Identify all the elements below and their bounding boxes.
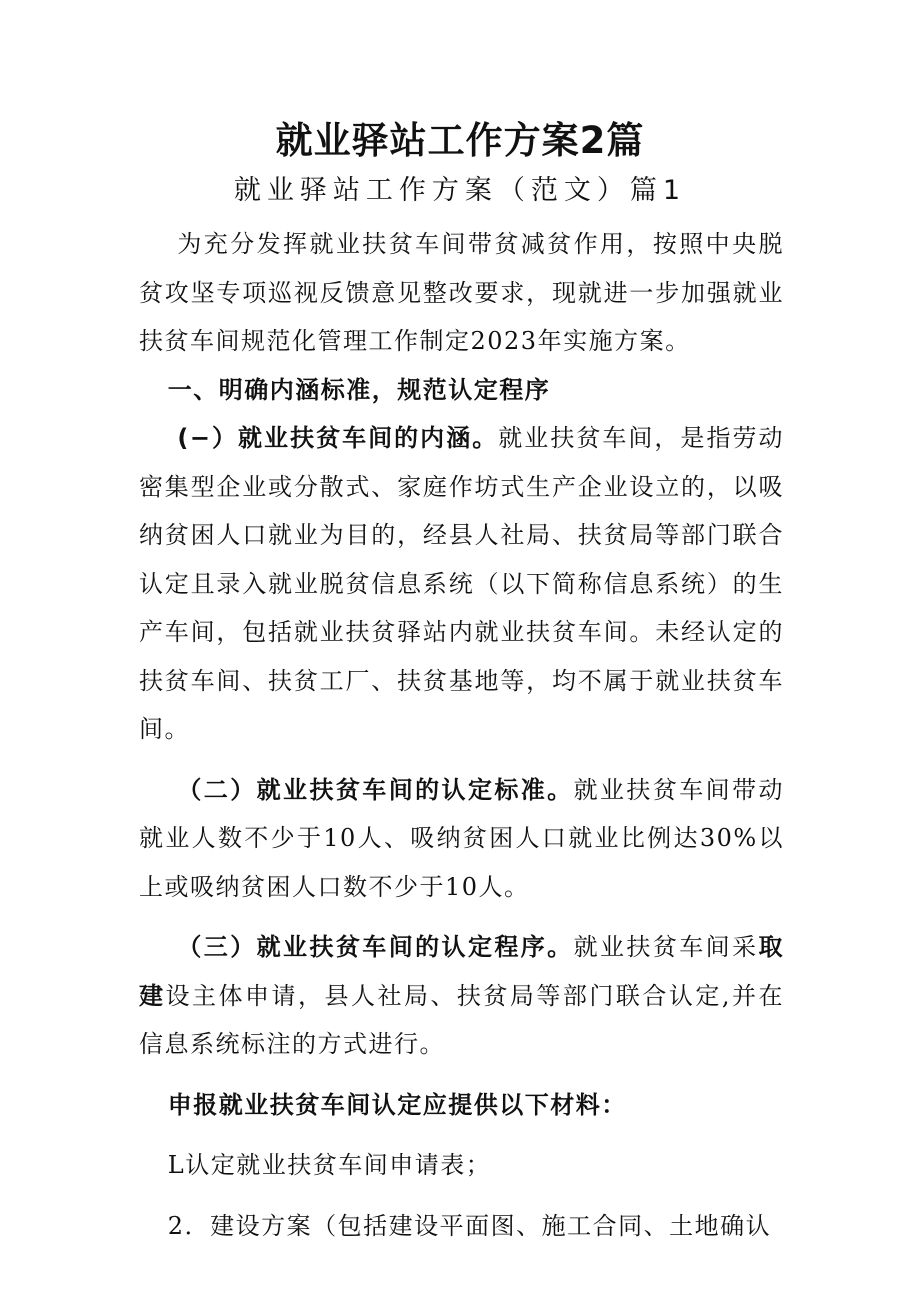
item1-text: 就业扶贫车间，是指劳动密集型企业或分散式、家庭作坊式生产企业设立的，以吸纳贫困人口就业为目的，经县人社局、扶贫局等部门联合认定且录入就业脱贫信息系统（以下简称信息系统）的生产车间，包括就业扶贫驿站内就业扶贫车间。未经认定的扶贫车间、扶贫工厂、扶贫基地等，均不属于就业扶贫车间。: [139, 424, 785, 743]
item2-heading: （二）就业扶贫车间的认定标准。: [177, 775, 574, 804]
item3-text-a: 就业扶贫车间采: [573, 933, 759, 961]
item1-heading: (−）就业扶贫车间的内涵。: [177, 424, 499, 452]
item3-paragraph: [139, 923, 784, 1069]
list-item: L认定就业扶贫车间申请表；: [167, 1151, 492, 1179]
document-subtitle: 就业驿站工作方案（范文）篇1: [233, 175, 687, 206]
item2-paragraph: [139, 766, 784, 912]
document-body: [139, 220, 784, 1250]
item2-text: 就业扶贫车间带动就业人数不少于10人、吸纳贫困人口就业比例达30%以上或吸纳贫困人口数不少于10人。: [139, 775, 785, 901]
document-title: 就业驿站工作方案2篇: [275, 119, 645, 162]
item1-paragraph: [139, 414, 784, 754]
materials-heading: 申报就业扶贫车间认定应提供以下材料：: [167, 1090, 627, 1119]
intro-paragraph: 为充分发挥就业扶贫车间带贫减贫作用，按照中央脱贫攻坚专项巡视反馈意见整改要求，现就进一步加强就业扶贫车间规范化管理工作制定2023年实施方案。: [139, 230, 784, 355]
item3-text-bold: 取建: [139, 933, 785, 1010]
item3-heading: （三）就业扶贫车间的认定程序。: [177, 933, 574, 961]
item3-text-b: 设主体申请，县人社局、扶贫局等部门联合认定,并在信息系统标注的方式进行。: [139, 981, 784, 1058]
list-item: 2．建设方案（包括建设平面图、施工合同、土地确认: [167, 1211, 772, 1240]
section-heading: 一、明确内涵标准，规范认定程序: [167, 375, 551, 404]
